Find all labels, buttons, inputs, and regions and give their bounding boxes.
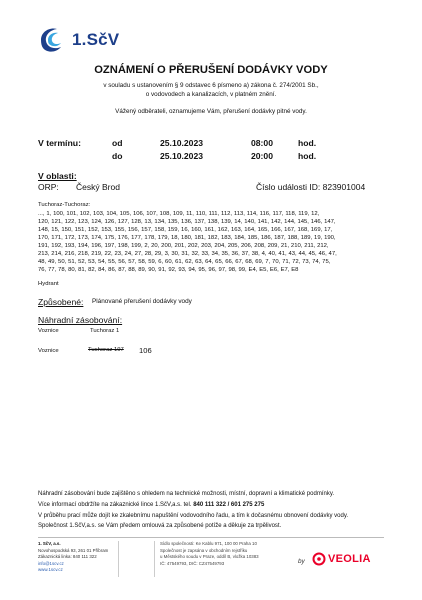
to-date: 25.10.2023 [160, 151, 204, 161]
registration-line: Sídlo společnosti: Ke Kablu 971, 100 00 Praha 10 [160, 541, 257, 546]
legal-reference [0, 82, 422, 99]
area-label: V oblasti: [38, 171, 77, 181]
legal-line-2: o vodovodech a kanalizacích, v platném znění. [145, 90, 277, 98]
registration-line: IČ: 47549793, DIČ: CZ47549793 [160, 560, 225, 566]
handwritten-correction: 106 [139, 346, 152, 355]
orp-label: ORP: [38, 182, 59, 192]
from-label: od [112, 138, 123, 148]
house-numbers-line: 120, 121, 122, 123, 124, 126, 127, 128, 13, 134, 135, 136, 137, 138, 139, 14, 140, 141, 142, 144, 145, 146, 147, [38, 219, 336, 226]
house-numbers-line: 76, 77, 78, 80, 81, 82, 84, 86, 87, 88, 89, 90, 91, 92, 93, 94, 95, 96, 97, 98, 99, E4, E5, E6, E7, E8 [38, 267, 299, 274]
registration-line: u Městského soudu v Praze, oddíl B, vložka 10383 [160, 554, 259, 560]
contact-phones: 840 111 322 / 601 275 275 [193, 502, 265, 508]
from-time: 08:00 [251, 138, 273, 148]
orp-value: Český Brod [76, 182, 120, 192]
replacement-item-label: Voznice [38, 348, 59, 354]
veolia-logo-icon [312, 552, 326, 566]
company-address: Novohospodská 93, 261 01 Příbram [38, 547, 109, 553]
event-id-value: 823901004 [322, 182, 366, 192]
by-label: by [298, 558, 305, 565]
house-numbers-line: 170, 171, 172, 173, 174, 175, 176, 177, 178, 179, 18, 180, 181, 182, 183, 184, 185, 186, 187, 188, 189, 19, 190, [38, 235, 336, 242]
footer-note-apology: Společnost 1.SčV,a.s. se Vám předem omlouvá za způsobené potíže a děkuje za trpělivost. [38, 523, 282, 529]
replacement-item-label: Voznice [38, 328, 59, 334]
cause-label: Způsobené: [38, 297, 84, 307]
house-numbers-line: 191, 192, 193, 194, 196, 197, 198, 199, 2, 20, 200, 201, 202, 203, 204, 205, 206, 208, 209, 21, 210, 211, 212, [38, 243, 329, 250]
footer-column-divider [118, 541, 119, 577]
company-contact-block [38, 541, 108, 574]
footer-note-restore: V průběhu prací může dojít ke zkalebnímu napuštění vodovodního řadu, a tím k dočasnému obnovení dodávky vody. [38, 513, 349, 519]
replacement-supply-label: Náhradní zásobování: [38, 315, 123, 325]
house-numbers-line: 148, 15, 150, 151, 152, 153, 155, 156, 157, 158, 159, 16, 160, 161, 162, 163, 164, 165, 166, 167, 168, 169, 17, [38, 227, 333, 234]
footer-divider [38, 537, 384, 538]
house-numbers-list [38, 210, 388, 274]
company-web[interactable]: www.1scv.cz [38, 567, 63, 573]
cause-value: Plánované přerušení dodávky vody [92, 298, 192, 305]
company-hotline: Zákaznická linka: 840 111 322 [38, 554, 97, 560]
company-logo-text: 1.SčV [72, 30, 120, 49]
contact-text: Více informací obdržíte na zákaznické lince 1.SčV,a.s. tel. [38, 502, 192, 508]
hydrant-label: Hydrant [38, 281, 59, 287]
notice-title: OZNÁMENÍ O PŘERUŠENÍ DODÁVKY VODY [94, 64, 328, 76]
from-date: 25.10.2023 [160, 138, 204, 148]
house-numbers-line: 213, 214, 216, 218, 219, 22, 23, 24, 27, 28, 29, 3, 30, 31, 32, 33, 34, 35, 36, 37, 38, 4, 40, 41, 43, 44, 45, 46, 47, [38, 251, 337, 258]
water-drop-logo-icon [38, 26, 70, 54]
company-name: 1. SčV, a.s. [38, 541, 61, 546]
term-label: V termínu: [38, 138, 81, 148]
legal-line-1: v souladu s ustanovením § 9 odstavec 6 písmeno a) zákona č. 274/2001 Sb., [103, 82, 319, 89]
to-time: 20:00 [251, 151, 273, 161]
to-hours-label: hod. [298, 151, 317, 161]
registration-line: Společnost je zapsána v obchodním rejstříku [160, 547, 248, 553]
locality-name: Tuchoraz-Tuchoraz: [38, 202, 91, 208]
company-email[interactable]: info@1scv.cz [38, 560, 64, 566]
event-id-label: Číslo události ID: [256, 182, 321, 192]
house-numbers-line: 48, 49, 50, 51, 52, 53, 54, 55, 56, 57, 58, 59, 6, 60, 61, 62, 63, 64, 65, 66, 67, 68, 69, 7, 70, 71, 72, 73, 74, 75, [38, 259, 331, 266]
replacement-item-location-struck: Tuchoraz 197 [88, 347, 124, 353]
to-label: do [112, 151, 123, 161]
greeting-text: Vážený odběrateli, oznamujeme Vám, přerušení dodávky pitné vody. [115, 108, 307, 115]
footer-column-divider [154, 541, 155, 577]
from-hours-label: hod. [298, 138, 317, 148]
footer-note-contact [38, 502, 264, 508]
footer-note-supply: Náhradní zásobování bude zajištěno s ohledem na technické možnosti, místní, dopravní a klimatické podmínky. [38, 491, 335, 497]
replacement-item-location: Tuchoraz 1 [90, 328, 120, 334]
event-id [256, 182, 365, 192]
veolia-logo-text: VEOLIA [328, 553, 371, 565]
company-registration-block [160, 541, 259, 567]
house-numbers-line: ..., 1, 100, 101, 102, 103, 104, 105, 106, 107, 108, 109, 11, 110, 111, 112, 113, 114, 116, 117, 118, 119, 12, [38, 211, 320, 217]
